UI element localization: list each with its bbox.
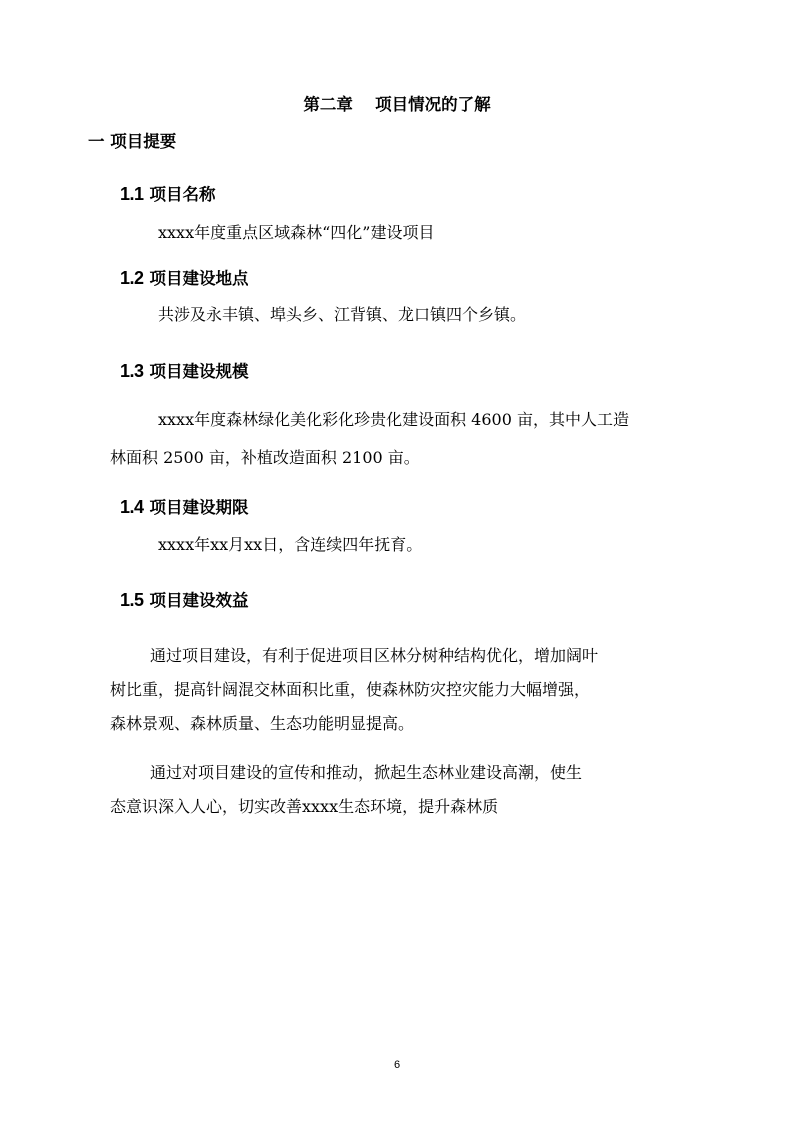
heading-title: 项目建设期限 [149,498,249,517]
subsection-heading-1-1 [120,183,216,206]
subsection-heading-1-2 [120,267,249,290]
paragraph-line: xxxx年度森林绿化美化彩化珍贵化建设面积 4600 亩，其中人工造 [158,410,629,429]
paragraph-line: 树比重，提高针阔混交林面积比重，使森林防灾控灾能力大幅增强， [110,680,591,699]
heading-title: 项目建设规模 [149,362,249,381]
heading-title: 项目建设地点 [149,269,249,288]
heading-number: 1.2 [120,268,144,288]
heading-title: 项目名称 [149,185,216,204]
page-number: 6 [393,1059,401,1071]
paragraph-line: 通过对项目建设的宣传和推动，掀起生态林业建设高潮，使生 [150,763,583,782]
heading-number: 1.3 [120,361,144,381]
paragraph-line: 共涉及永丰镇、埠头乡、江背镇、龙口镇四个乡镇。 [158,305,527,324]
heading-number: 1.4 [120,497,144,517]
subsection-heading-1-5 [120,589,249,612]
paragraph-line: 森林景观、森林质量、生态功能明显提高。 [110,714,415,733]
heading-title: 项目建设效益 [149,591,249,610]
section-heading: 一 项目提要 [88,132,177,151]
subsection-heading-1-4 [120,496,249,519]
subsection-heading-1-3 [120,360,249,383]
paragraph-line: xxxx年度重点区域森林“四化”建设项目 [158,223,435,242]
chapter-title: 第二章 项目情况的了解 [303,95,491,114]
paragraph-line: xxxx年xx月xx日，含连续四年抚育。 [158,535,423,554]
heading-number: 1.1 [120,184,144,204]
paragraph-line: 通过项目建设，有利于促进项目区林分树种结构优化，增加阔叶 [150,646,599,665]
paragraph-line: 林面积 2500 亩，补植改造面积 2100 亩。 [110,448,420,467]
paragraph-line: 态意识深入人心，切实改善xxxx生态环境，提升森林质 [110,797,499,816]
heading-number: 1.5 [120,590,144,610]
